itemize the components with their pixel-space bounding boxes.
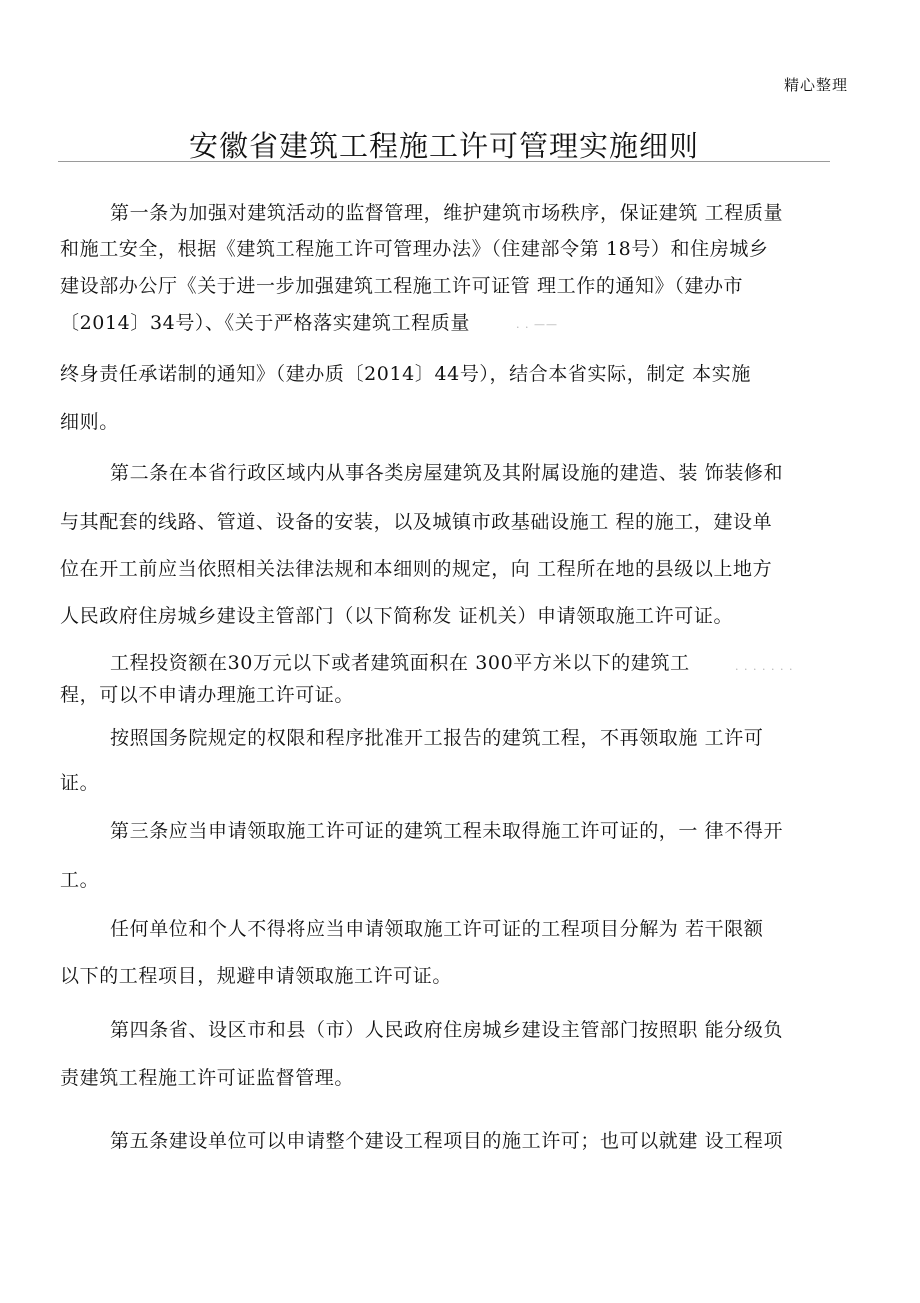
text-line: 责建筑工程施工许可证监督管理。 — [60, 1067, 355, 1089]
text-line: 第一条为加强对建筑活动的监督管理，维护建筑市场秩序，保证建筑 工程质量 — [110, 202, 784, 224]
text-line: 按照国务院规定的权限和程序批准开工报告的建筑工程，不再领取施 工许可 — [110, 727, 764, 749]
text-line: 〔2014〕34号）、《关于严格落实建筑工程质量 — [60, 312, 470, 334]
document-title: 安徽省建筑工程施工许可管理实施细则 — [188, 129, 699, 163]
title-divider — [58, 161, 830, 162]
text-line: 工。 — [60, 869, 100, 891]
text-line: 和施工安全，根据《建筑工程施工许可管理办法》（住建部令第 18号）和住房城乡 — [60, 238, 769, 260]
text-line: 终身责任承诺制的通知》（建办质〔2014〕44号），结合本省实际，制定 本实施 — [60, 363, 751, 385]
text-line: 任何单位和个人不得将应当申请领取施工许可证的工程项目分解为 若干限额 — [110, 918, 764, 940]
text-line: 以下的工程项目，规避申请领取施工许可证。 — [60, 965, 453, 987]
text-line: 与其配套的线路、管道、设备的安装，以及城镇市政基础设施工 程的施工，建设单 — [60, 511, 773, 533]
text-line: 第三条应当申请领取施工许可证的建筑工程未取得施工许可证的，一 律不得开 — [110, 820, 784, 842]
header-note: 精心整理 — [783, 76, 848, 94]
text-line: 人民政府住房城乡建设主管部门（以下简称发 证机关）申请领取施工许可证。 — [60, 605, 734, 627]
scan-artifact: . . . . . . . — [735, 660, 794, 673]
text-line: 程，可以不申请办理施工许可证。 — [60, 684, 355, 706]
text-line: 证。 — [60, 772, 100, 794]
text-line: 第五条建设单位可以申请整个建设工程项目的施工许可；也可以就建 设工程项 — [110, 1130, 784, 1152]
text-line: 位在开工前应当依照相关法律法规和本细则的规定，向 工程所在地的县级以上地方 — [60, 558, 773, 580]
text-line: 建设部办公厅《关于进一步加强建筑工程施工许可证管 理工作的通知》（建办市 — [60, 275, 744, 297]
text-line: 第四条省、设区市和县（市）人民政府住房城乡建设主管部门按照职 能分级负 — [110, 1019, 784, 1041]
text-line: 第二条在本省行政区域内从事各类房屋建筑及其附属设施的建造、装 饰装修和 — [110, 462, 784, 484]
text-line: 细则。 — [60, 411, 119, 433]
scan-artifact: . . —— — [516, 318, 558, 331]
text-line: 工程投资额在30万元以下或者建筑面积在 300平方米以下的建筑工 — [110, 652, 690, 674]
